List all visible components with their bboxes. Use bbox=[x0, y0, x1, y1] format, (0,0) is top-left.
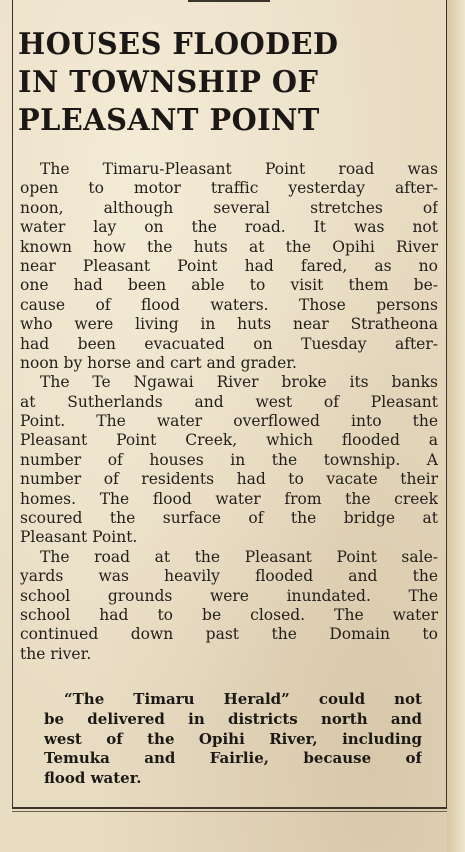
body-line: one had been able to visit them be- bbox=[20, 276, 438, 295]
body-line: had been evacuated on Tuesday after- bbox=[20, 334, 438, 353]
body-line: open to motor traffic yesterday after- bbox=[20, 179, 438, 198]
body-line: homes. The flood water from the creek bbox=[20, 489, 438, 508]
body-line: school had to be closed. The water bbox=[20, 605, 438, 624]
body-line: Pleasant Point. bbox=[20, 528, 138, 547]
body-line: noon, although several stretches of bbox=[20, 198, 438, 217]
body-line: number of houses in the township. A bbox=[20, 450, 438, 469]
body-line: cause of flood waters. Those persons bbox=[20, 295, 438, 314]
body-line: The Te Ngawai River broke its banks bbox=[40, 373, 438, 392]
body-line: The Timaru-Pleasant Point road was bbox=[40, 160, 438, 178]
body-line: noon by horse and cart and grader. bbox=[20, 353, 297, 372]
body-line: the river. bbox=[20, 644, 92, 663]
notice-line: “The Timaru Herald” could not bbox=[64, 690, 422, 708]
bottom-rule-thin bbox=[12, 811, 447, 812]
body-line: Point. The water overflowed into the bbox=[20, 412, 438, 431]
body-line: school grounds were inundated. The bbox=[20, 586, 438, 605]
body-line: water lay on the road. It was not bbox=[20, 218, 438, 237]
body-line: The road at the Pleasant Point sale- bbox=[40, 547, 438, 566]
headline-line: IN TOWNSHIP OF bbox=[18, 65, 319, 100]
body-line: continued down past the Domain to bbox=[20, 625, 438, 644]
notice-line: west of the Opihi River, including bbox=[44, 729, 422, 748]
body-line: scoured the surface of the bridge at bbox=[20, 509, 438, 528]
body-line: Pleasant Point Creek, which flooded a bbox=[20, 431, 438, 450]
delivery-notice bbox=[44, 690, 422, 789]
headline-line: HOUSES FLOODED bbox=[18, 27, 339, 62]
body-line: near Pleasant Point had fared, as no bbox=[20, 256, 438, 275]
headline-line: PLEASANT POINT bbox=[18, 103, 320, 138]
notice-line: flood water. bbox=[44, 769, 142, 788]
notice-line: Temuka and Fairlie, because of bbox=[44, 749, 422, 768]
bottom-rule bbox=[12, 807, 447, 809]
right-column-rule bbox=[446, 0, 447, 808]
body-line: number of residents had to vacate their bbox=[20, 470, 438, 489]
clipping-edge-shadow bbox=[447, 0, 465, 852]
article-body bbox=[20, 160, 438, 664]
body-line: known how the huts at the Opihi River bbox=[20, 237, 438, 256]
top-column-rule bbox=[188, 0, 270, 2]
notice-line: be delivered in districts north and bbox=[44, 709, 422, 728]
left-column-rule bbox=[12, 0, 13, 808]
body-line: who were living in huts near Stratheona bbox=[20, 315, 438, 334]
body-line: yards was heavily flooded and the bbox=[20, 567, 438, 586]
body-line: at Sutherlands and west of Pleasant bbox=[20, 392, 438, 411]
article-headline bbox=[18, 26, 421, 140]
